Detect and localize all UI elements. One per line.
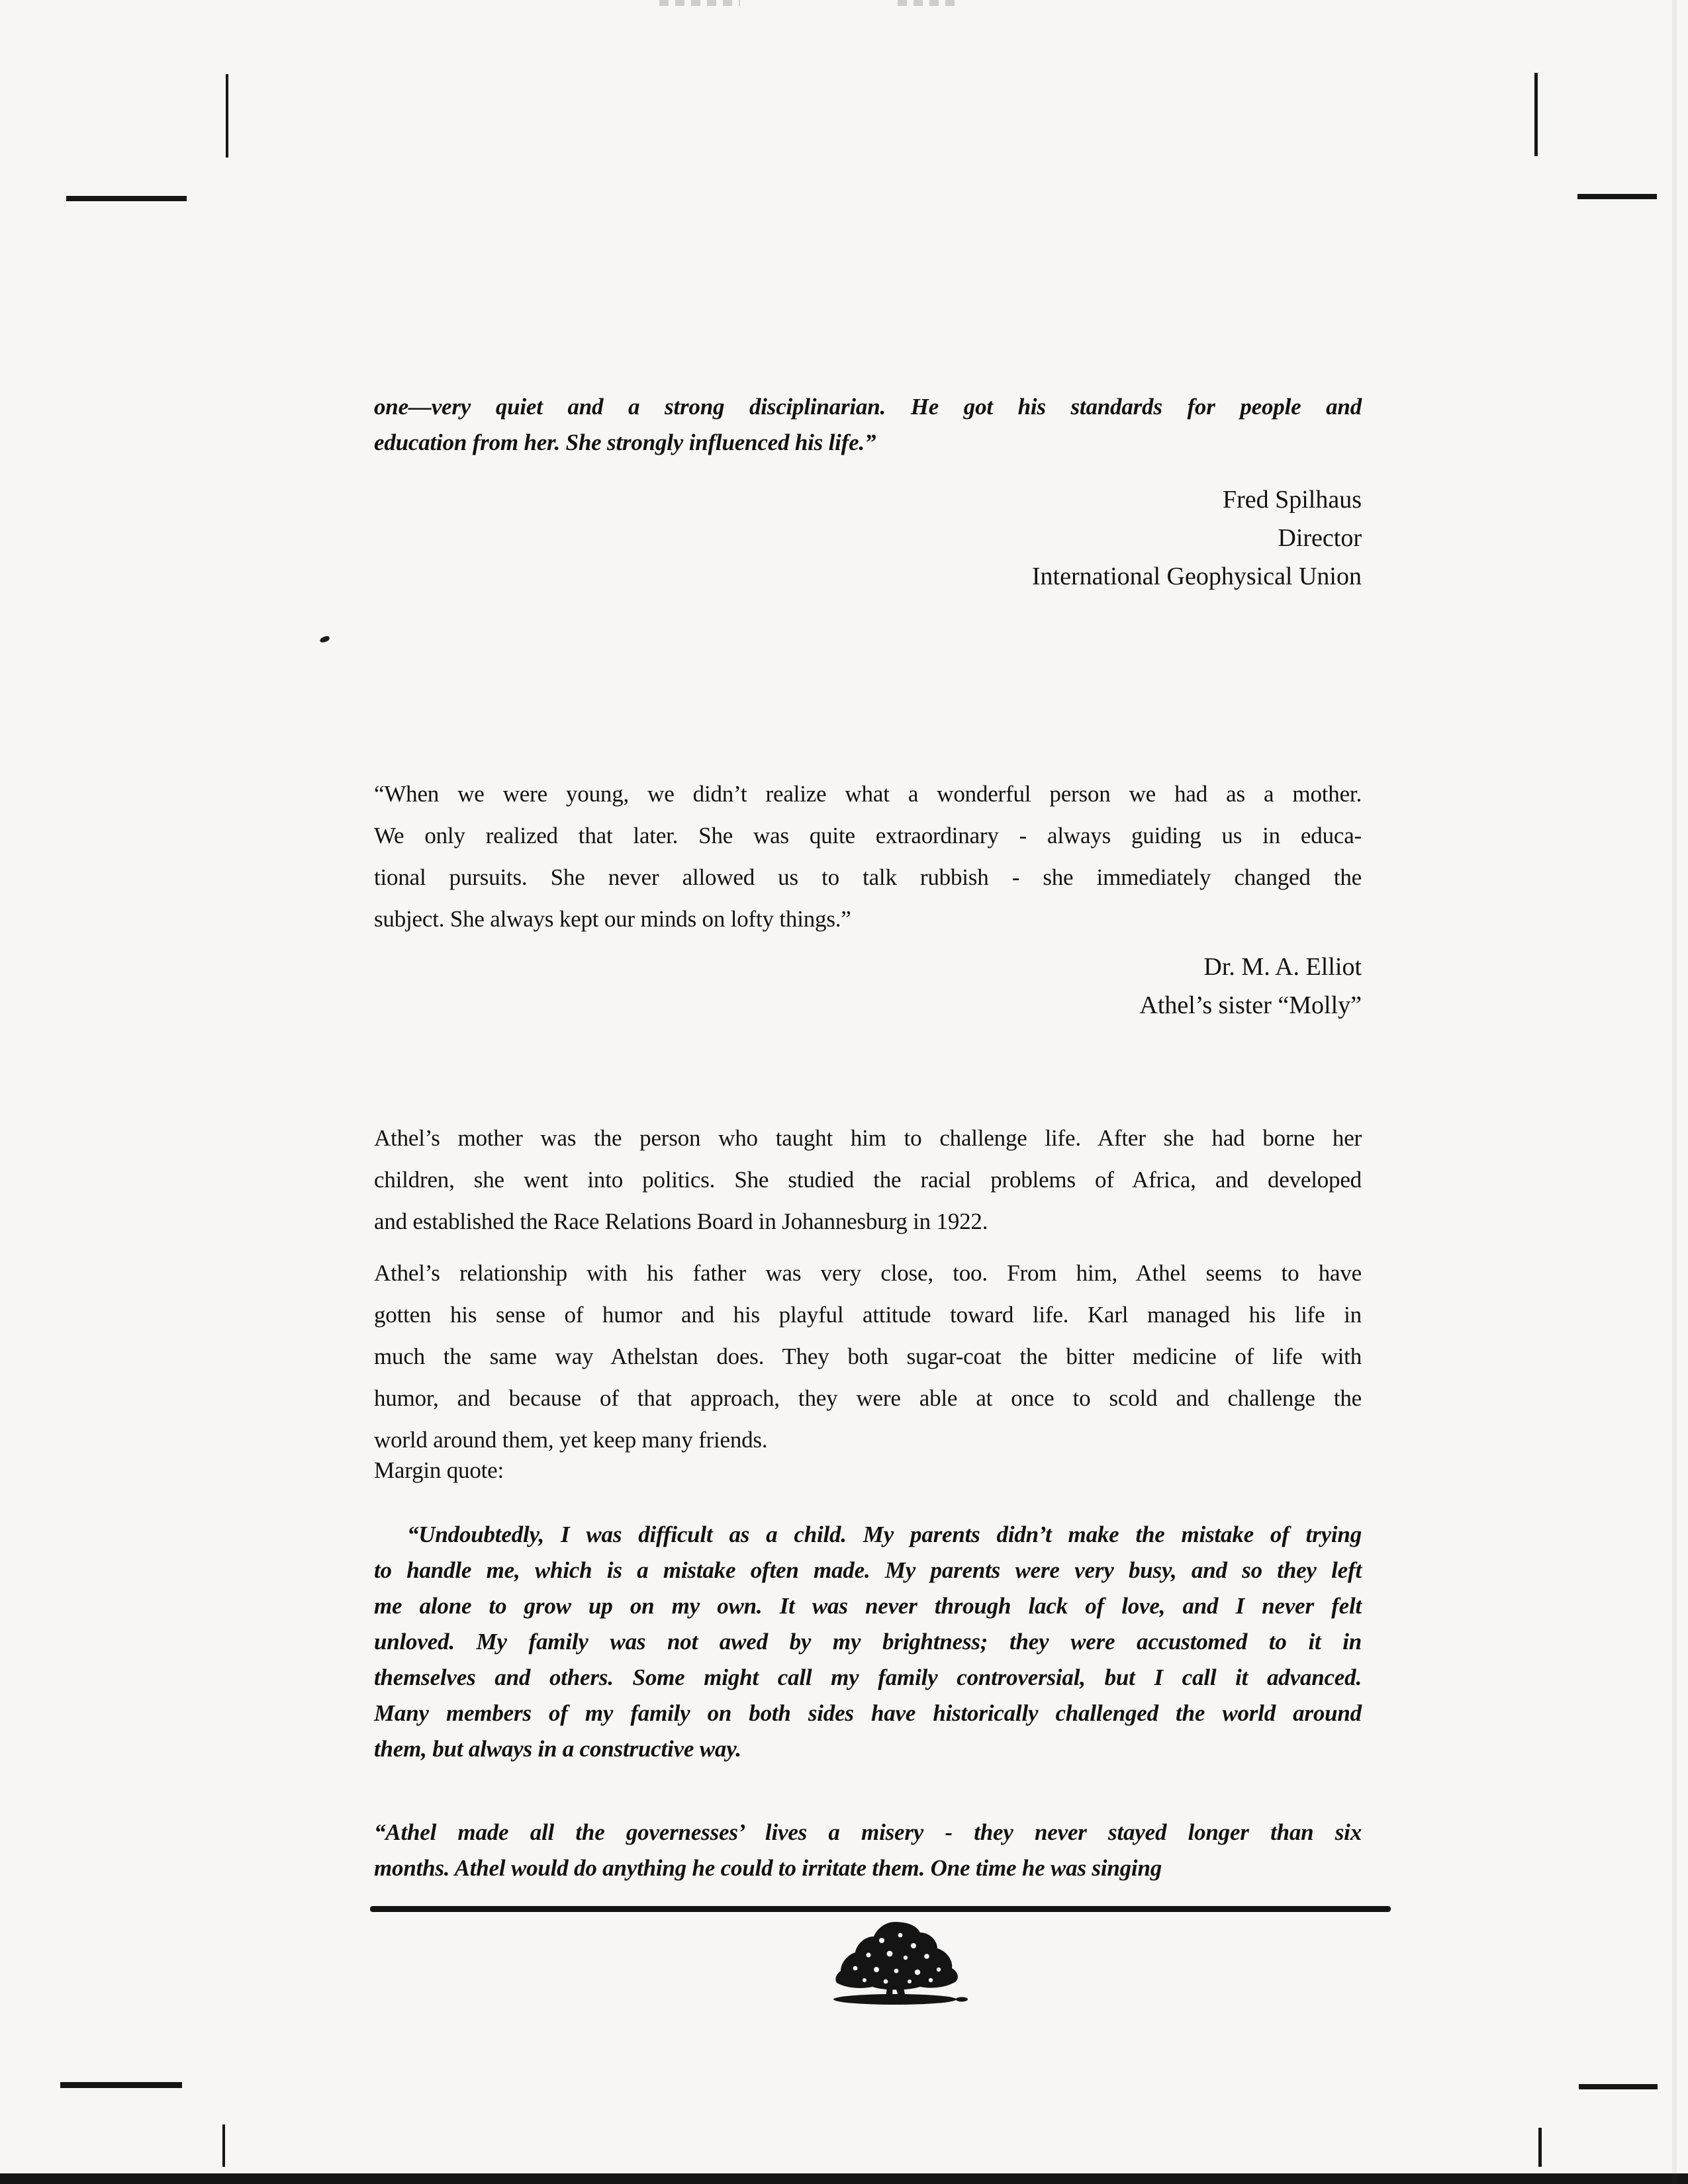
crop-tick-bottom-right bbox=[1538, 2128, 1542, 2167]
quote-line: Many members of my family on both sides have historically challenged the world around bbox=[374, 1700, 1362, 1726]
attribution-name: Dr. M. A. Elliot bbox=[1203, 953, 1362, 981]
quote-line: themselves and others. Some might call my family controversial, but I call it advanced. bbox=[374, 1664, 1362, 1690]
body-line: gotten his sense of humor and his playful attitude toward life. Karl managed his life in bbox=[374, 1302, 1362, 1328]
body-line: and established the Race Relations Board in Johannesburg in 1922. bbox=[374, 1208, 988, 1234]
footer-rule bbox=[370, 1906, 1391, 1912]
crop-tick-top-right bbox=[1534, 73, 1538, 156]
body-line: world around them, yet keep many friends. bbox=[374, 1427, 768, 1453]
crop-dash-top-right bbox=[1577, 194, 1657, 199]
quote-line: one—very quiet and a strong disciplinarian. He got his standards for people and bbox=[374, 394, 1362, 420]
crop-dash-bottom-right bbox=[1579, 2084, 1658, 2089]
quote-continued-top bbox=[374, 389, 1362, 461]
quote-mother bbox=[374, 773, 1362, 940]
top-edge-text-remnant bbox=[898, 0, 955, 6]
attribution-name: Fred Spilhaus bbox=[1222, 486, 1362, 514]
attribution-relation: Athel’s sister “Molly” bbox=[1139, 991, 1362, 1019]
ink-speck bbox=[319, 635, 330, 643]
quote-line: We only realized that later. She was quite extraordinary - always guiding us in educa- bbox=[374, 823, 1362, 848]
paragraph-mother bbox=[374, 1117, 1362, 1242]
quote-line: “Undoubtedly, I was difficult as a child. My parents didn’t make the mistake of trying bbox=[407, 1522, 1362, 1547]
margin-quote-block bbox=[374, 1517, 1362, 1767]
body-line: humor, and because of that approach, they were able at once to scold and challenge the bbox=[374, 1385, 1362, 1411]
quote-line: unloved. My family was not awed by my brightness; they were accustomed to it in bbox=[374, 1629, 1362, 1655]
quote-line: tional pursuits. She never allowed us to talk rubbish - she immediately changed the bbox=[374, 864, 1362, 890]
quote-line: months. Athel would do anything he could to irritate them. One time he was singing bbox=[374, 1855, 1162, 1881]
attribution-title: Director bbox=[1278, 524, 1362, 552]
body-line: Athel’s relationship with his father was very close, too. From him, Athel seems to have bbox=[374, 1260, 1362, 1286]
margin-quote-label bbox=[374, 1449, 1362, 1491]
attribution-elliot bbox=[374, 948, 1362, 1024]
paragraph-father bbox=[374, 1252, 1362, 1461]
scan-bottom-edge-strip bbox=[0, 2173, 1688, 2184]
quote-governesses bbox=[374, 1815, 1362, 1886]
crop-tick-top-left bbox=[226, 74, 228, 158]
crop-dash-top-left bbox=[66, 196, 187, 201]
tree-logo-icon bbox=[826, 1917, 970, 2008]
quote-line: them, but always in a constructive way. bbox=[374, 1736, 741, 1762]
quote-line: “When we were young, we didn’t realize what a wonderful person we had as a mother. bbox=[374, 781, 1362, 807]
top-edge-text-remnant bbox=[659, 0, 740, 6]
quote-line: subject. She always kept our minds on lofty things.” bbox=[374, 906, 851, 932]
crop-tick-bottom-left bbox=[222, 2124, 225, 2167]
attribution-org: International Geophysical Union bbox=[1031, 563, 1362, 590]
quote-line: me alone to grow up on my own. It was never through lack of love, and I never felt bbox=[374, 1593, 1362, 1619]
quote-line: “Athel made all the governesses’ lives a misery - they never stayed longer than six bbox=[374, 1819, 1362, 1845]
quote-line: education from her. She strongly influenced his life.” bbox=[374, 430, 876, 455]
body-line: Athel’s mother was the person who taught him to challenge life. After she had borne her bbox=[374, 1125, 1362, 1151]
body-line: much the same way Athelstan does. They both sugar-coat the bitter medicine of life with bbox=[374, 1343, 1362, 1369]
tree-logo-graphic bbox=[826, 1917, 970, 2008]
body-line: children, she went into politics. She studied the racial problems of Africa, and developed bbox=[374, 1167, 1362, 1193]
label-text: Margin quote: bbox=[374, 1457, 504, 1483]
scan-right-edge-seam bbox=[1672, 0, 1677, 2184]
attribution-spilhaus bbox=[374, 480, 1362, 596]
crop-dash-bottom-left bbox=[60, 2082, 182, 2088]
quote-line: to handle me, which is a mistake often made. My parents were very busy, and so they left bbox=[374, 1557, 1362, 1583]
